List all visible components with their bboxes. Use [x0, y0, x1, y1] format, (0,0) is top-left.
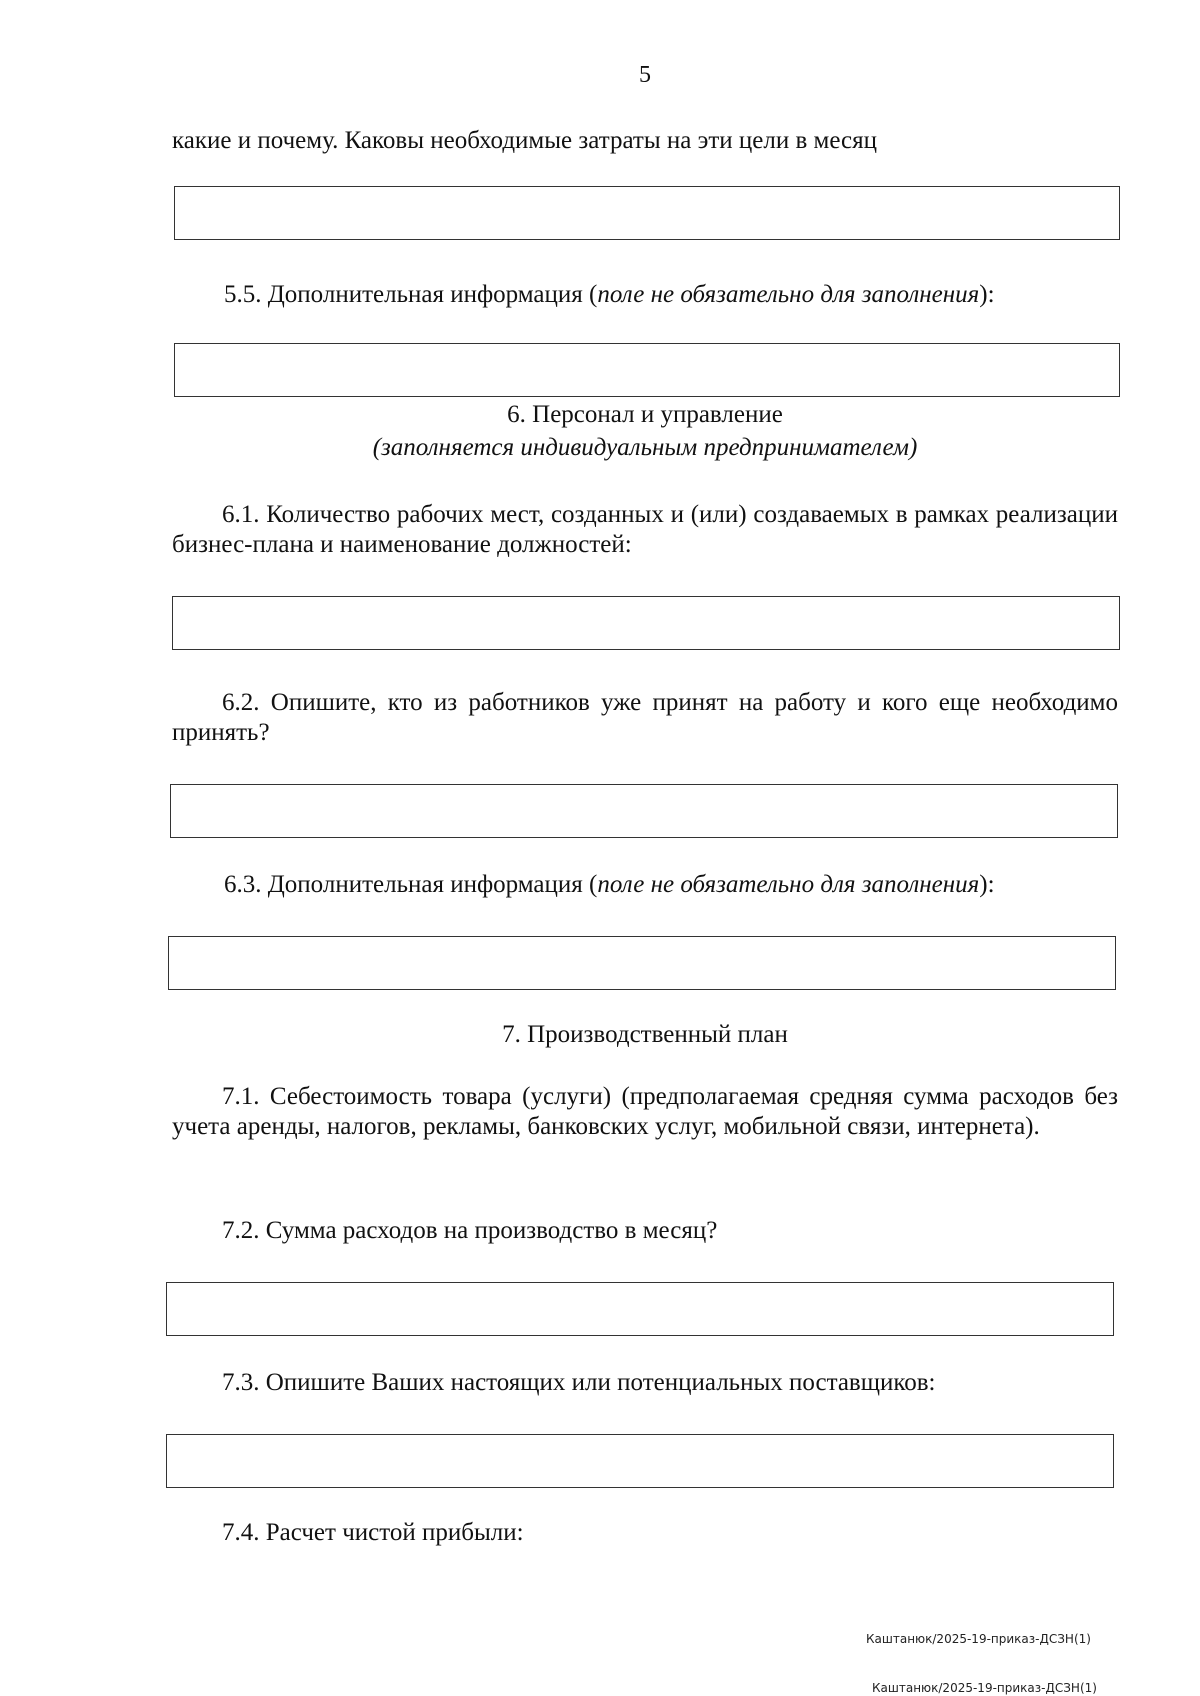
question-6-1: [172, 500, 1118, 560]
continuation-text: какие и почему. Каковы необходимые затраты на эти цели в месяц: [172, 127, 878, 154]
document-stamp-duplicate: Каштанюк/2025-19-приказ-ДСЗН(1): [872, 1681, 1097, 1695]
answer-field-5-5[interactable]: [174, 343, 1120, 397]
question-5-5-prefix: 5.5. Дополнительная информация (: [224, 281, 598, 308]
optional-note: поле не обязательно для заполнения: [597, 281, 980, 308]
section-6-subheading: (заполняется индивидуальным предпринимателем): [372, 434, 918, 461]
question-7-2: 7.2. Сумма расходов на производство в месяц?: [222, 1217, 718, 1244]
question-7-4: 7.4. Расчет чистой прибыли:: [222, 1519, 524, 1546]
document-stamp: Каштанюк/2025-19-приказ-ДСЗН(1): [866, 1632, 1091, 1646]
question-6-2: [172, 688, 1118, 748]
answer-field-6-1[interactable]: [172, 596, 1120, 650]
question-6-3-suffix: ):: [979, 871, 995, 898]
page-number: 5: [639, 62, 651, 88]
answer-field-7-2[interactable]: [166, 1282, 1114, 1336]
question-6-3: [224, 870, 995, 900]
section-6-heading: 6. Персонал и управление: [507, 401, 783, 428]
question-6-3-prefix: 6.3. Дополнительная информация (: [224, 871, 598, 898]
question-7-1: [172, 1082, 1118, 1142]
answer-field-6-3[interactable]: [168, 936, 1116, 990]
answer-field-5-4[interactable]: [174, 186, 1120, 240]
question-7-1-text: 7.1. Себестоимость товара (услуги) (предполагаемая средняя сумма расходов без учета аренды, налогов, рекламы, банковских услуг, мобильной связи, интернета).: [172, 1083, 1118, 1140]
answer-field-7-3[interactable]: [166, 1434, 1114, 1488]
question-5-5-suffix: ):: [979, 281, 995, 308]
section-7-heading: 7. Производственный план: [502, 1021, 788, 1048]
question-6-1-text: 6.1. Количество рабочих мест, созданных и (или) создаваемых в рамках реализации бизнес-плана и наименование должностей:: [172, 501, 1118, 558]
optional-note: поле не обязательно для заполнения: [597, 871, 980, 898]
question-5-5: [224, 280, 995, 310]
answer-field-6-2[interactable]: [170, 784, 1118, 838]
question-7-3: 7.3. Опишите Ваших настоящих или потенциальных поставщиков:: [222, 1369, 936, 1396]
question-6-2-text: 6.2. Опишите, кто из работников уже принят на работу и кого еще необходимо принять?: [172, 689, 1118, 746]
